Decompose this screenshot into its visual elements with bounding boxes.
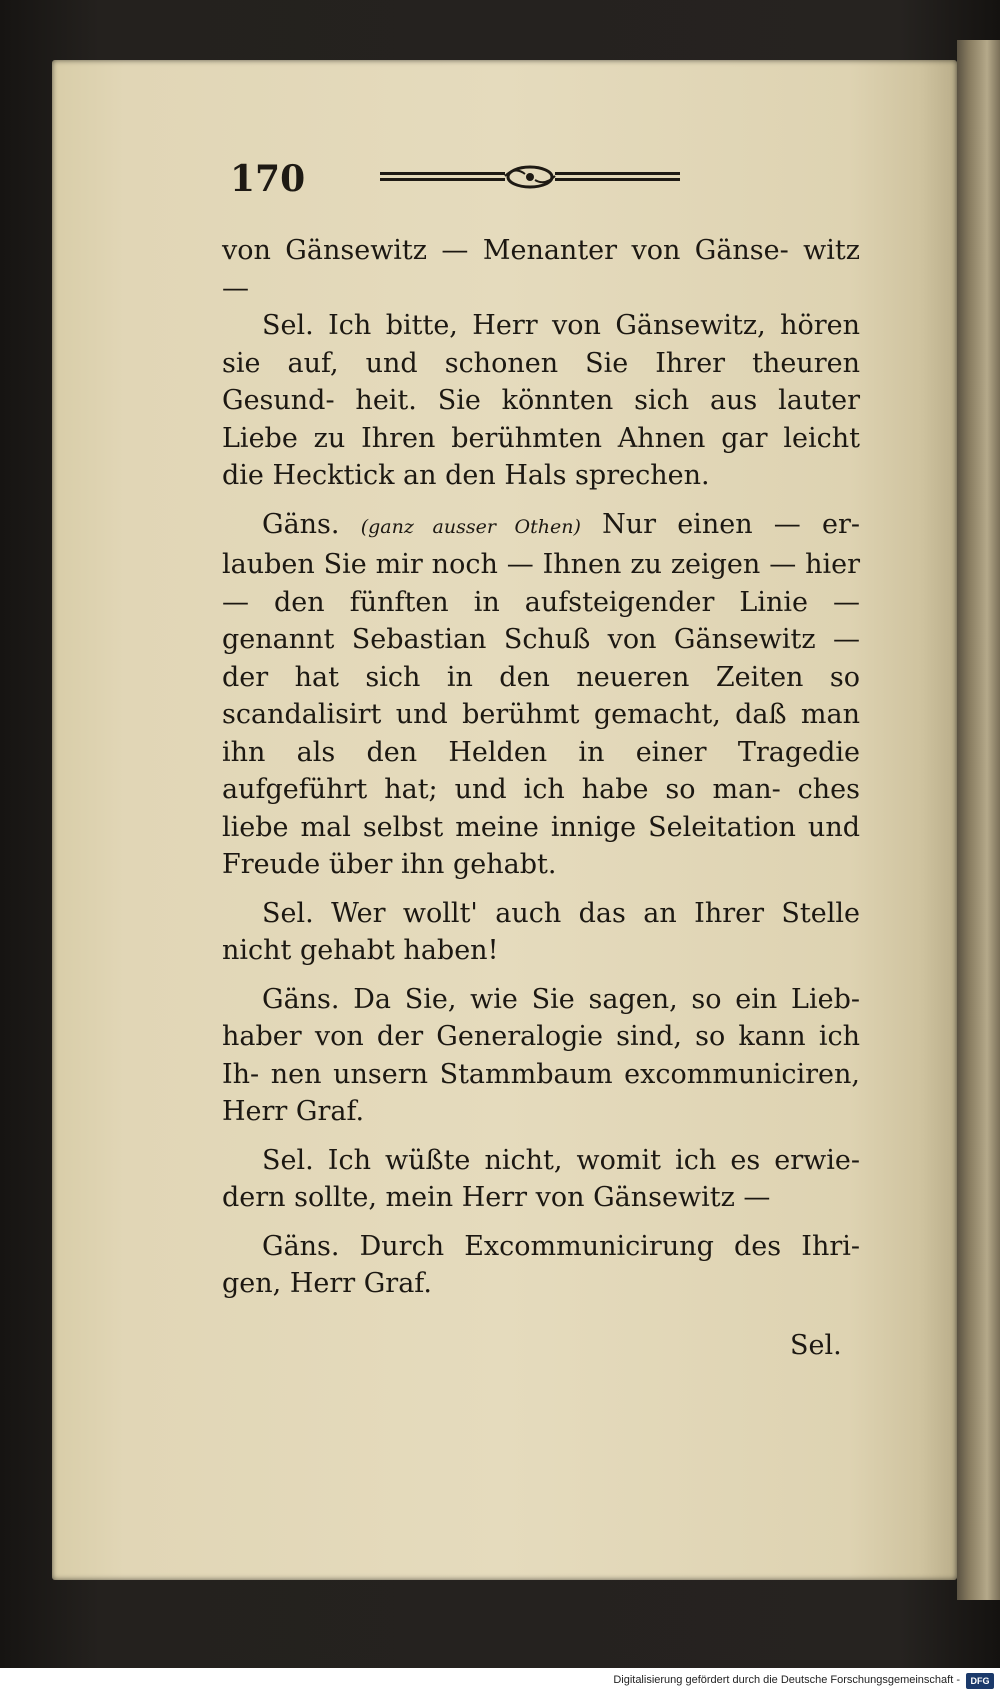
- paragraph-4: Sel. Wer wollt' auch das an Ihrer Stelle nicht gehabt haben!: [222, 897, 860, 966]
- paragraph-6: Sel. Ich wüßte nicht, womit ich es erwie- dern sollte, mein Herr von Gänsewitz —: [222, 1144, 860, 1213]
- text-block: [222, 232, 860, 1303]
- paragraph-3-body: Nur einen — er- lauben Sie mir noch — Ihnen zu zeigen — hier — den fünften in aufsteigender Linie — genannt Sebastian Schuß von Gänsewitz — der hat sich in den neueren Zeiten so scandalisirt und berühmt gemacht, daß man ihn als den Helden in einer Tragedie aufgeführt hat; und ich habe so man- ches liebe mal selbst meine innige Seleitation und Freude über ihn gehabt.: [222, 508, 860, 880]
- paragraph-3: [222, 506, 860, 884]
- page-header: [230, 158, 710, 206]
- paragraph-2: Sel. Ich bitte, Herr von Gänsewitz, hören sie auf, und schonen Sie Ihrer theuren Gesund- heit. Sie könnten sich aus lauter Liebe zu Ihren berühmten Ahnen gar leicht die Hecktick an den Hals sprechen.: [222, 310, 860, 491]
- paragraph-5: Gäns. Da Sie, wie Sie sagen, so ein Lieb- haber von der Generalogie sind, so kann ich Ih- nen unsern Stammbaum excommuniciren, Herr Graf.: [222, 983, 860, 1127]
- credit-text: Digitalisierung gefördert durch die Deutsche Forschungsgemeinschaft -: [613, 1674, 960, 1686]
- stage-direction: (ganz ausser Othen): [360, 515, 581, 538]
- paragraph-1: von Gänsewitz — Menanter von Gänse- witz —: [222, 235, 860, 304]
- page-number: 170: [230, 158, 306, 200]
- paragraph-7: Gäns. Durch Excommunicirung des Ihri- gen, Herr Graf.: [222, 1230, 860, 1299]
- speaker-label: Gäns.: [262, 508, 340, 540]
- dfg-logo: DFG: [966, 1673, 994, 1689]
- next-page-edge-glyphs: [968, 260, 996, 318]
- catchword: Sel.: [790, 1330, 842, 1361]
- header-ornament-icon: [380, 164, 680, 190]
- credit-bar: [0, 1668, 1000, 1696]
